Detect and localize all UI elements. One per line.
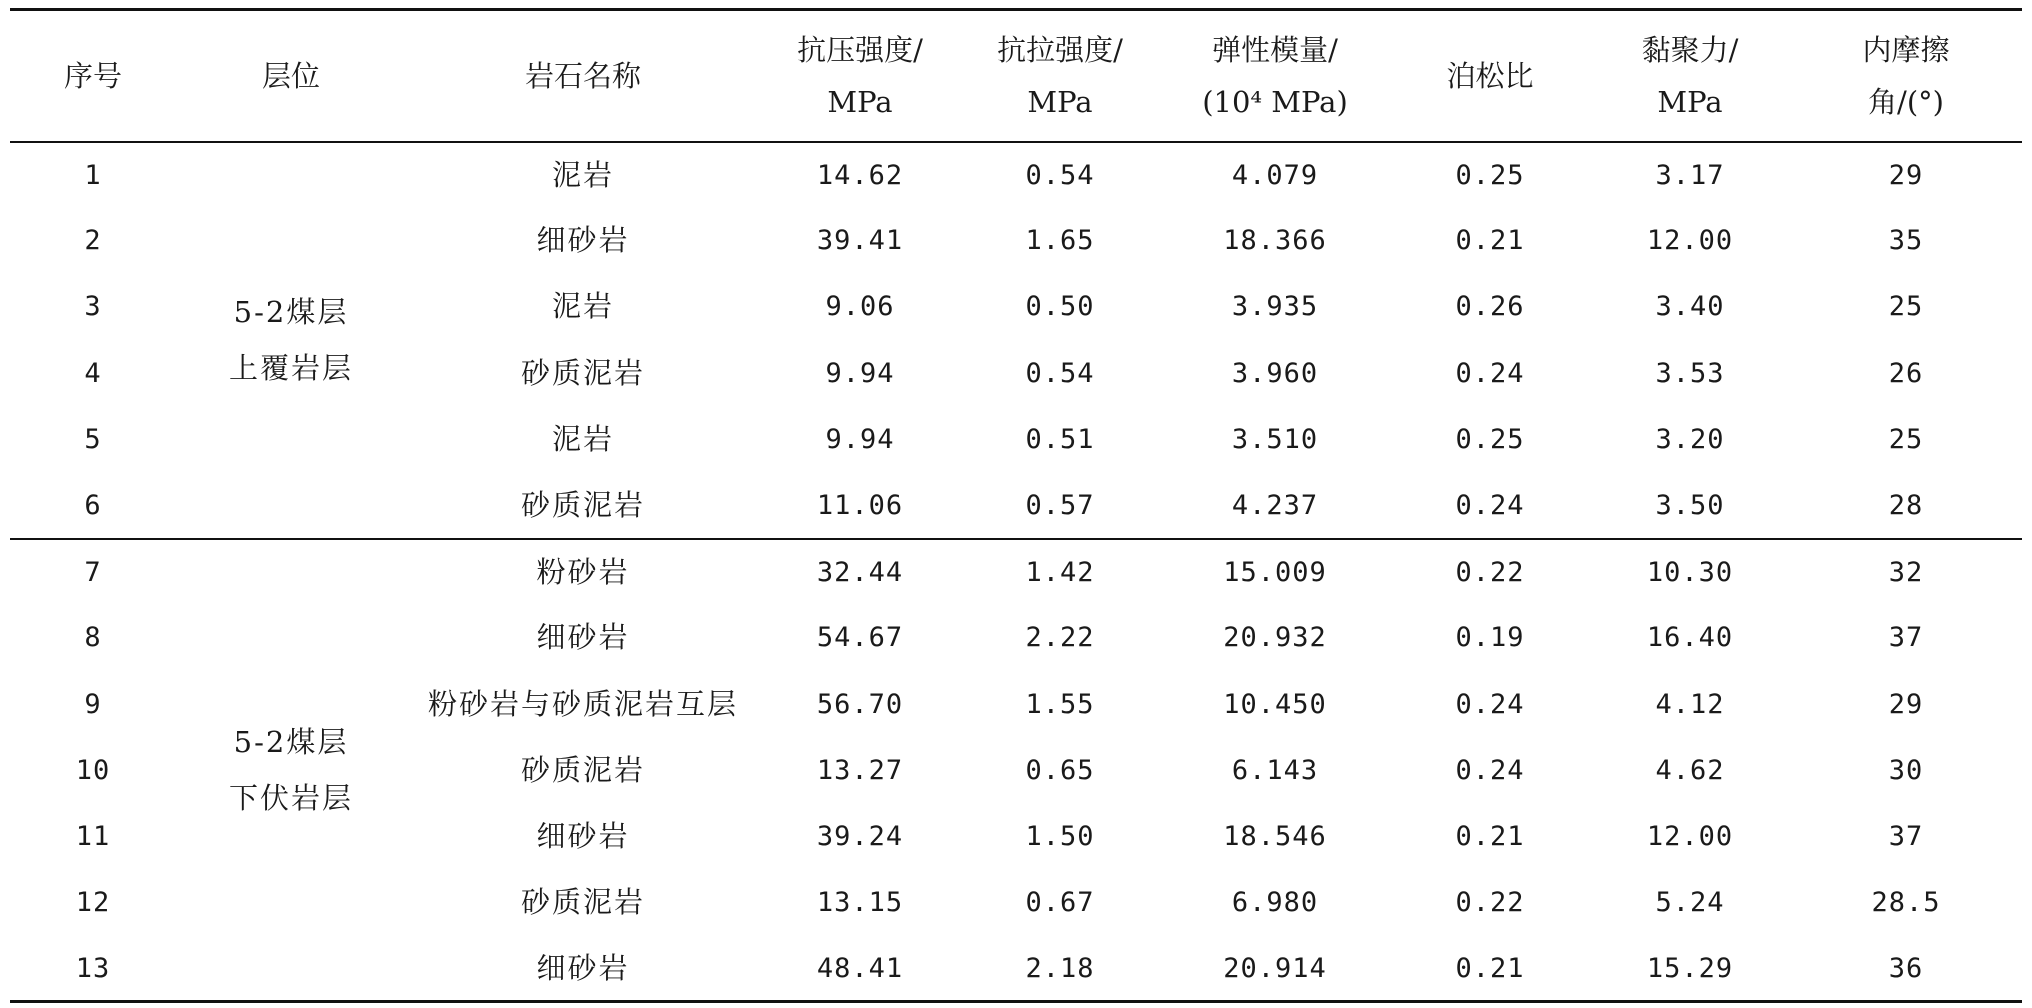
- cell-friction-angle: 35: [1888, 225, 1924, 257]
- cell-poisson-ratio: 0.19: [1455, 622, 1525, 654]
- cell-compressive-strength: 9.06: [825, 291, 895, 323]
- cell-elastic-modulus: 15.009: [1160, 539, 1390, 605]
- cell-compressive-strength: 9.94: [825, 357, 895, 389]
- cell-poisson-ratio: 0.22: [1390, 539, 1590, 605]
- cell-tensile-strength: 1.50: [1025, 820, 1095, 852]
- cell-elastic-modulus: 4.237: [1231, 489, 1319, 521]
- cell-poisson-ratio: 0.24: [1455, 489, 1525, 521]
- cell-friction-angle: 32: [1790, 539, 2022, 605]
- cell-friction-angle: 25: [1888, 423, 1924, 455]
- rock-mechanics-table-container: [10, 8, 2022, 1003]
- header-line: 角/(°): [1868, 84, 1944, 119]
- cell-tensile-strength: 1.42: [960, 539, 1160, 605]
- header-line: 层位: [261, 58, 320, 93]
- cell-cohesion: 16.40: [1646, 622, 1734, 654]
- cell-elastic-modulus: 3.935: [1231, 291, 1319, 323]
- cell-cohesion: 10.30: [1590, 539, 1790, 605]
- cell-friction-angle: 37: [1888, 820, 1924, 852]
- cell-compressive-strength: 56.70: [816, 688, 904, 720]
- cell-tensile-strength: 0.54: [960, 142, 1160, 208]
- cell-index: 1: [10, 142, 176, 208]
- cell-rock-name: 砂质泥岩: [520, 355, 645, 390]
- table-row: [10, 539, 2022, 605]
- cell-elastic-modulus: 18.366: [1223, 225, 1327, 257]
- cell-compressive-strength: 48.41: [760, 936, 960, 1002]
- header-line: 内摩擦: [1862, 32, 1950, 67]
- cell-poisson-ratio: 0.25: [1390, 142, 1590, 208]
- cell-elastic-modulus: 20.932: [1223, 622, 1327, 654]
- cell-cohesion: 5.24: [1655, 887, 1725, 919]
- cell-index: 9: [84, 688, 102, 720]
- cell-index: 12: [75, 887, 111, 919]
- layer-line: 下伏岩层: [228, 781, 353, 816]
- cell-compressive-strength: 54.67: [816, 622, 904, 654]
- cell-tensile-strength: 0.50: [1025, 291, 1095, 323]
- rock-mechanics-table: [10, 8, 2022, 1003]
- header-line: MPa: [1657, 84, 1723, 119]
- cell-compressive-strength: 39.41: [816, 225, 904, 257]
- cell-rock-name: 泥岩: [406, 142, 760, 208]
- header-line: MPa: [1027, 84, 1093, 119]
- cell-elastic-modulus: 20.914: [1160, 936, 1390, 1002]
- cell-tensile-strength: 0.65: [1025, 754, 1095, 786]
- cell-poisson-ratio: 0.22: [1455, 887, 1525, 919]
- layer-line: 上覆岩层: [228, 351, 353, 386]
- cell-friction-angle: 28: [1888, 489, 1924, 521]
- cell-tensile-strength: 1.65: [1025, 225, 1095, 257]
- cell-index: 8: [84, 622, 102, 654]
- cell-friction-angle: 29: [1790, 142, 2022, 208]
- header-compressive-strength: [760, 10, 960, 142]
- cell-tensile-strength: 0.51: [1025, 423, 1095, 455]
- cell-elastic-modulus: 6.980: [1231, 887, 1319, 919]
- cell-compressive-strength: 14.62: [760, 142, 960, 208]
- cell-tensile-strength: 0.67: [1025, 887, 1095, 919]
- header-line: 泊松比: [1446, 58, 1534, 93]
- cell-rock-name: 粉砂岩: [406, 539, 760, 605]
- cell-poisson-ratio: 0.21: [1455, 820, 1525, 852]
- cell-compressive-strength: 39.24: [816, 820, 904, 852]
- cell-index: 13: [10, 936, 176, 1002]
- layer-line: 5-2煤层: [233, 295, 349, 330]
- header-friction-angle: [1790, 10, 2022, 142]
- cell-compressive-strength: 9.94: [825, 423, 895, 455]
- header-line: (10⁴ MPa): [1202, 84, 1348, 119]
- header-line: MPa: [827, 84, 893, 119]
- cell-rock-name: 细砂岩: [536, 818, 630, 853]
- header-tensile-strength: [960, 10, 1160, 142]
- cell-friction-angle: 25: [1888, 291, 1924, 323]
- cell-poisson-ratio: 0.24: [1455, 688, 1525, 720]
- cell-friction-angle: 30: [1888, 754, 1924, 786]
- cell-friction-angle: 29: [1888, 688, 1924, 720]
- header-line: 黏聚力/: [1641, 32, 1739, 67]
- cell-rock-name: 细砂岩: [536, 620, 630, 655]
- cell-index: 4: [84, 357, 102, 389]
- layer-line: 5-2煤层: [233, 725, 349, 760]
- header-line: 序号: [63, 58, 122, 93]
- cell-index: 5: [84, 423, 102, 455]
- cell-elastic-modulus: 10.450: [1223, 688, 1327, 720]
- cell-friction-angle: 28.5: [1871, 887, 1941, 919]
- header-poisson-ratio: [1390, 10, 1590, 142]
- cell-tensile-strength: 2.22: [1025, 622, 1095, 654]
- cell-rock-name: 粉砂岩与砂质泥岩互层: [427, 686, 738, 721]
- cell-rock-name: 泥岩: [551, 289, 614, 324]
- header-elastic-modulus: [1160, 10, 1390, 142]
- cell-cohesion: 12.00: [1646, 225, 1734, 257]
- cell-cohesion: 3.20: [1655, 423, 1725, 455]
- header-rock-name: [406, 10, 760, 142]
- cell-elastic-modulus: 4.079: [1160, 142, 1390, 208]
- cell-cohesion: 3.17: [1590, 142, 1790, 208]
- cell-poisson-ratio: 0.21: [1455, 225, 1525, 257]
- cell-elastic-modulus: 18.546: [1223, 820, 1327, 852]
- cell-cohesion: 3.53: [1655, 357, 1725, 389]
- cell-poisson-ratio: 0.24: [1455, 357, 1525, 389]
- cell-compressive-strength: 32.44: [760, 539, 960, 605]
- cell-cohesion: 3.50: [1655, 489, 1725, 521]
- cell-index: 10: [75, 754, 111, 786]
- header-layer: [176, 10, 406, 142]
- cell-compressive-strength: 11.06: [816, 489, 904, 521]
- cell-friction-angle: 26: [1888, 357, 1924, 389]
- cell-elastic-modulus: 6.143: [1231, 754, 1319, 786]
- cell-index: 6: [84, 489, 102, 521]
- cell-poisson-ratio: 0.24: [1455, 754, 1525, 786]
- cell-layer: [176, 539, 406, 1002]
- header-line: 抗压强度/: [797, 32, 923, 67]
- cell-rock-name: 砂质泥岩: [520, 487, 645, 522]
- cell-tensile-strength: 0.57: [1025, 489, 1095, 521]
- cell-rock-name: 砂质泥岩: [520, 752, 645, 787]
- cell-cohesion: 15.29: [1590, 936, 1790, 1002]
- table-body: [10, 142, 2022, 1002]
- cell-rock-name: 细砂岩: [406, 936, 760, 1002]
- table-header-row: [10, 10, 2022, 142]
- cell-compressive-strength: 13.27: [816, 754, 904, 786]
- cell-poisson-ratio: 0.21: [1390, 936, 1590, 1002]
- cell-tensile-strength: 2.18: [960, 936, 1160, 1002]
- cell-elastic-modulus: 3.960: [1231, 357, 1319, 389]
- cell-friction-angle: 36: [1790, 936, 2022, 1002]
- cell-elastic-modulus: 3.510: [1231, 423, 1319, 455]
- cell-poisson-ratio: 0.25: [1455, 423, 1525, 455]
- cell-friction-angle: 37: [1888, 622, 1924, 654]
- header-line: 弹性模量/: [1212, 32, 1338, 67]
- cell-cohesion: 4.62: [1655, 754, 1725, 786]
- header-cohesion: [1590, 10, 1790, 142]
- cell-rock-name: 砂质泥岩: [520, 885, 645, 920]
- cell-cohesion: 4.12: [1655, 688, 1725, 720]
- cell-rock-name: 细砂岩: [536, 223, 630, 258]
- cell-layer: [176, 142, 406, 539]
- cell-rock-name: 泥岩: [551, 421, 614, 456]
- cell-poisson-ratio: 0.26: [1455, 291, 1525, 323]
- header-line: 岩石名称: [524, 58, 641, 93]
- header-index: [10, 10, 176, 142]
- header-line: 抗拉强度/: [997, 32, 1123, 67]
- cell-index: 11: [75, 820, 111, 852]
- cell-cohesion: 12.00: [1646, 820, 1734, 852]
- cell-compressive-strength: 13.15: [816, 887, 904, 919]
- cell-index: 2: [84, 225, 102, 257]
- cell-tensile-strength: 1.55: [1025, 688, 1095, 720]
- cell-index: 7: [10, 539, 176, 605]
- cell-index: 3: [84, 291, 102, 323]
- table-row: [10, 142, 2022, 208]
- cell-cohesion: 3.40: [1655, 291, 1725, 323]
- cell-tensile-strength: 0.54: [1025, 357, 1095, 389]
